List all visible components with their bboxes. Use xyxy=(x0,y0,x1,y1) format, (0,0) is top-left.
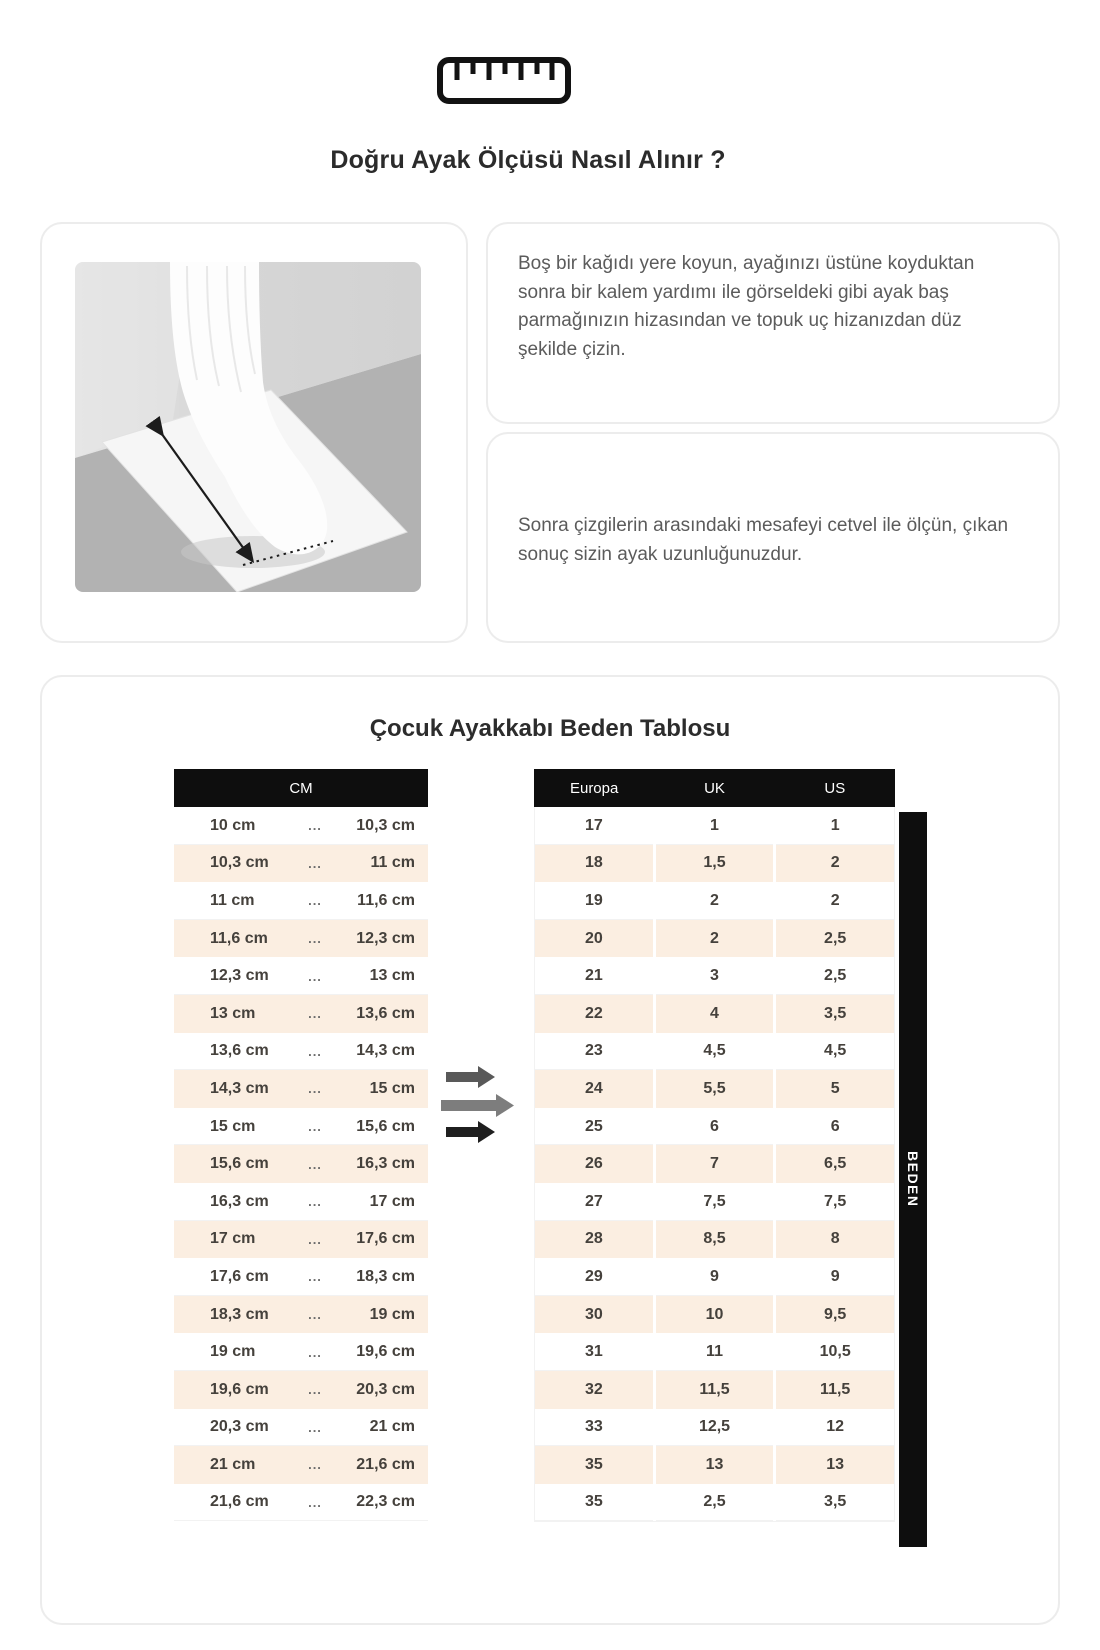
cm-range-separator: ... xyxy=(308,1081,322,1097)
ruler-icon xyxy=(436,56,572,106)
cm-range-from: 15,6 cm xyxy=(210,1155,269,1173)
cm-range-to: 19 cm xyxy=(369,1305,415,1323)
cm-range-to: 13 cm xyxy=(369,967,415,985)
cm-range-to: 21,6 cm xyxy=(356,1455,415,1473)
size-cell-uk: 2 xyxy=(653,920,774,958)
size-chart-title: Çocuk Ayakkabı Beden Tablosu xyxy=(369,715,731,742)
cm-table-row xyxy=(174,1446,428,1484)
size-table-row xyxy=(535,957,894,995)
cm-table-row xyxy=(174,957,428,995)
cm-table-row xyxy=(174,807,428,845)
cm-range-from: 17,6 cm xyxy=(210,1267,269,1285)
size-cell-uk: 9 xyxy=(653,1258,774,1296)
cm-range-to: 21 cm xyxy=(369,1418,415,1436)
size-cell-uk: 6 xyxy=(653,1108,774,1146)
size-cell-uk: 12,5 xyxy=(653,1409,774,1447)
size-cell-europa: 17 xyxy=(584,816,603,834)
cm-range-separator: ... xyxy=(308,1382,322,1398)
cm-table-row xyxy=(174,1484,428,1522)
cm-range-from: 19,6 cm xyxy=(210,1380,269,1398)
cm-table-row xyxy=(174,845,428,883)
size-cell-uk: 7,5 xyxy=(653,1183,774,1221)
size-cell-uk: 11 xyxy=(653,1333,774,1371)
cm-range-separator: ... xyxy=(308,968,322,984)
cm-range-separator: ... xyxy=(308,1231,322,1247)
cm-range-from: 19 cm xyxy=(210,1343,256,1361)
size-table-row xyxy=(535,845,894,883)
cm-range-from: 17 cm xyxy=(210,1230,256,1248)
size-cell-uk: 13 xyxy=(653,1446,774,1484)
size-table-row xyxy=(535,1183,894,1221)
cm-table-row xyxy=(174,882,428,920)
size-table-row xyxy=(535,1221,894,1259)
cm-table xyxy=(174,769,428,1521)
cm-range-to: 11,6 cm xyxy=(357,891,415,909)
size-table-header-europa: Europa xyxy=(569,779,619,797)
size-cell-europa: 29 xyxy=(584,1267,603,1285)
size-cell-us: 3,5 xyxy=(773,1484,894,1522)
cm-table-row xyxy=(174,1333,428,1371)
cm-range-from: 12,3 cm xyxy=(210,967,269,985)
size-cell-uk: 2,5 xyxy=(653,1484,774,1522)
cm-range-from: 13,6 cm xyxy=(210,1042,269,1060)
cm-range-from: 10,3 cm xyxy=(210,854,269,872)
size-cell-us: 1 xyxy=(773,807,894,845)
size-cell-uk: 7 xyxy=(653,1145,774,1183)
cm-range-to: 10,3 cm xyxy=(356,816,415,834)
cm-range-separator: ... xyxy=(308,1457,322,1473)
size-cell-uk: 1 xyxy=(653,807,774,845)
instruction-step-2: Sonra çizgilerin arasındaki mesafeyi cetvel ile ölçün, çıkan sonuç sizin ayak uzunluğunuzdur. xyxy=(518,515,1009,565)
size-cell-us: 4,5 xyxy=(773,1033,894,1071)
size-table-row xyxy=(535,1033,894,1071)
size-cell-us: 7,5 xyxy=(773,1183,894,1221)
cm-range-to: 17,6 cm xyxy=(356,1230,415,1248)
cm-range-separator: ... xyxy=(308,1307,322,1323)
size-table-row xyxy=(535,1296,894,1334)
size-table xyxy=(534,769,895,1522)
cm-range-to: 15 cm xyxy=(369,1079,415,1097)
cm-range-from: 16,3 cm xyxy=(210,1192,269,1210)
cm-range-separator: ... xyxy=(308,818,322,834)
size-cell-europa: 32 xyxy=(584,1380,603,1398)
cm-table-row xyxy=(174,1221,428,1259)
cm-range-from: 18,3 cm xyxy=(210,1305,269,1323)
size-cell-europa: 27 xyxy=(584,1192,603,1210)
cm-table-row xyxy=(174,1183,428,1221)
foot-measurement-card xyxy=(40,222,468,643)
size-table-row xyxy=(535,1484,894,1522)
size-table-body xyxy=(534,807,895,1522)
arrows-right-icon xyxy=(440,1063,530,1149)
size-table-header-us: US xyxy=(824,779,846,797)
foot-measurement-image xyxy=(75,262,421,592)
cm-range-separator: ... xyxy=(308,1194,322,1210)
cm-range-from: 14,3 cm xyxy=(210,1079,269,1097)
size-cell-europa: 24 xyxy=(584,1079,603,1097)
size-cell-us: 13 xyxy=(773,1446,894,1484)
size-table-row xyxy=(535,882,894,920)
size-cell-us: 9,5 xyxy=(773,1296,894,1334)
cm-range-from: 11 cm xyxy=(210,891,255,909)
size-cell-us: 2 xyxy=(773,845,894,883)
cm-table-row xyxy=(174,1070,428,1108)
size-cell-us: 2 xyxy=(773,882,894,920)
cm-range-to: 11 cm xyxy=(370,854,415,872)
cm-range-separator: ... xyxy=(308,1006,322,1022)
cm-table-row xyxy=(174,1409,428,1447)
size-table-row xyxy=(535,1108,894,1146)
cm-table-row xyxy=(174,1033,428,1071)
size-cell-europa: 31 xyxy=(584,1343,603,1361)
size-cell-europa: 19 xyxy=(584,891,603,909)
cm-range-to: 20,3 cm xyxy=(356,1380,415,1398)
cm-table-header: CM xyxy=(174,769,428,807)
cm-range-from: 13 cm xyxy=(210,1004,256,1022)
cm-range-to: 18,3 cm xyxy=(356,1267,415,1285)
size-cell-uk: 5,5 xyxy=(653,1070,774,1108)
size-cell-uk: 1,5 xyxy=(653,845,774,883)
instruction-step-1: Boş bir kağıdı yere koyun, ayağınızı üstüne koyduktan sonra bir kalem yardımı ile görseldeki gibi ayak baş parmağınızın hizasından ve topuk uç hizanızdan düz şekilde çizin. xyxy=(518,253,975,360)
cm-table-row xyxy=(174,995,428,1033)
size-cell-us: 11,5 xyxy=(773,1371,894,1409)
size-cell-us: 9 xyxy=(773,1258,894,1296)
cm-range-to: 22,3 cm xyxy=(356,1493,415,1511)
size-cell-uk: 4,5 xyxy=(653,1033,774,1071)
size-chart-card xyxy=(40,675,1060,1625)
cm-table-body xyxy=(174,807,428,1521)
size-table-row xyxy=(535,807,894,845)
cm-range-separator: ... xyxy=(308,855,322,871)
cm-range-separator: ... xyxy=(308,1269,322,1285)
size-table-row xyxy=(535,1258,894,1296)
size-cell-europa: 30 xyxy=(584,1305,603,1323)
size-cell-us: 3,5 xyxy=(773,995,894,1033)
cm-range-separator: ... xyxy=(308,1043,322,1059)
cm-range-from: 20,3 cm xyxy=(210,1418,269,1436)
instruction-card-1 xyxy=(486,222,1060,424)
beden-label: BEDEN xyxy=(899,812,927,1547)
size-cell-europa: 18 xyxy=(584,854,603,872)
size-cell-europa: 20 xyxy=(584,929,603,947)
size-cell-europa: 21 xyxy=(584,967,603,985)
cm-range-separator: ... xyxy=(308,1494,322,1510)
size-cell-uk: 10 xyxy=(653,1296,774,1334)
size-cell-uk: 3 xyxy=(653,957,774,995)
cm-range-from: 15 cm xyxy=(210,1117,256,1135)
cm-range-separator: ... xyxy=(308,1119,322,1135)
size-table-row xyxy=(535,920,894,958)
size-cell-europa: 23 xyxy=(584,1042,603,1060)
page-title: Doğru Ayak Ölçüsü Nasıl Alınır ? xyxy=(330,146,726,174)
instruction-card-2 xyxy=(486,432,1060,643)
cm-table-row xyxy=(174,1371,428,1409)
size-table-header-uk: UK xyxy=(704,779,725,797)
size-cell-europa: 25 xyxy=(584,1117,603,1135)
size-cell-us: 6,5 xyxy=(773,1145,894,1183)
size-cell-europa: 35 xyxy=(584,1493,603,1511)
cm-table-row xyxy=(174,1145,428,1183)
size-cell-us: 2,5 xyxy=(773,957,894,995)
cm-range-from: 21 cm xyxy=(210,1455,256,1473)
cm-table-row xyxy=(174,1258,428,1296)
cm-range-separator: ... xyxy=(308,1344,322,1360)
cm-table-row xyxy=(174,920,428,958)
size-table-header xyxy=(534,769,895,807)
size-cell-us: 2,5 xyxy=(773,920,894,958)
size-cell-us: 12 xyxy=(773,1409,894,1447)
size-table-row xyxy=(535,1371,894,1409)
cm-range-to: 12,3 cm xyxy=(356,929,415,947)
cm-range-separator: ... xyxy=(308,1156,322,1172)
size-cell-uk: 8,5 xyxy=(653,1221,774,1259)
cm-range-from: 11,6 cm xyxy=(210,929,268,947)
size-cell-europa: 22 xyxy=(584,1004,603,1022)
cm-table-row xyxy=(174,1296,428,1334)
cm-range-to: 16,3 cm xyxy=(356,1155,415,1173)
cm-range-to: 14,3 cm xyxy=(356,1042,415,1060)
cm-range-to: 13,6 cm xyxy=(356,1004,415,1022)
cm-range-to: 19,6 cm xyxy=(356,1343,415,1361)
cm-range-separator: ... xyxy=(308,893,322,909)
size-table-row xyxy=(535,1070,894,1108)
size-cell-us: 6 xyxy=(773,1108,894,1146)
size-table-row xyxy=(535,1145,894,1183)
size-table-row xyxy=(535,1333,894,1371)
cm-table-row xyxy=(174,1108,428,1146)
cm-range-from: 10 cm xyxy=(210,816,256,834)
cm-range-separator: ... xyxy=(308,1419,322,1435)
size-cell-uk: 4 xyxy=(653,995,774,1033)
size-cell-us: 10,5 xyxy=(773,1333,894,1371)
size-cell-europa: 35 xyxy=(584,1455,603,1473)
size-table-row xyxy=(535,1409,894,1447)
size-cell-uk: 2 xyxy=(653,882,774,920)
size-cell-europa: 26 xyxy=(584,1155,603,1173)
size-cell-europa: 28 xyxy=(584,1230,603,1248)
cm-range-to: 15,6 cm xyxy=(356,1117,415,1135)
size-cell-us: 8 xyxy=(773,1221,894,1259)
size-table-row xyxy=(535,995,894,1033)
size-cell-uk: 11,5 xyxy=(653,1371,774,1409)
size-cell-us: 5 xyxy=(773,1070,894,1108)
size-cell-europa: 33 xyxy=(584,1418,603,1436)
cm-range-to: 17 cm xyxy=(369,1192,415,1210)
size-table-row xyxy=(535,1446,894,1484)
cm-range-from: 21,6 cm xyxy=(210,1493,269,1511)
cm-range-separator: ... xyxy=(308,931,322,947)
